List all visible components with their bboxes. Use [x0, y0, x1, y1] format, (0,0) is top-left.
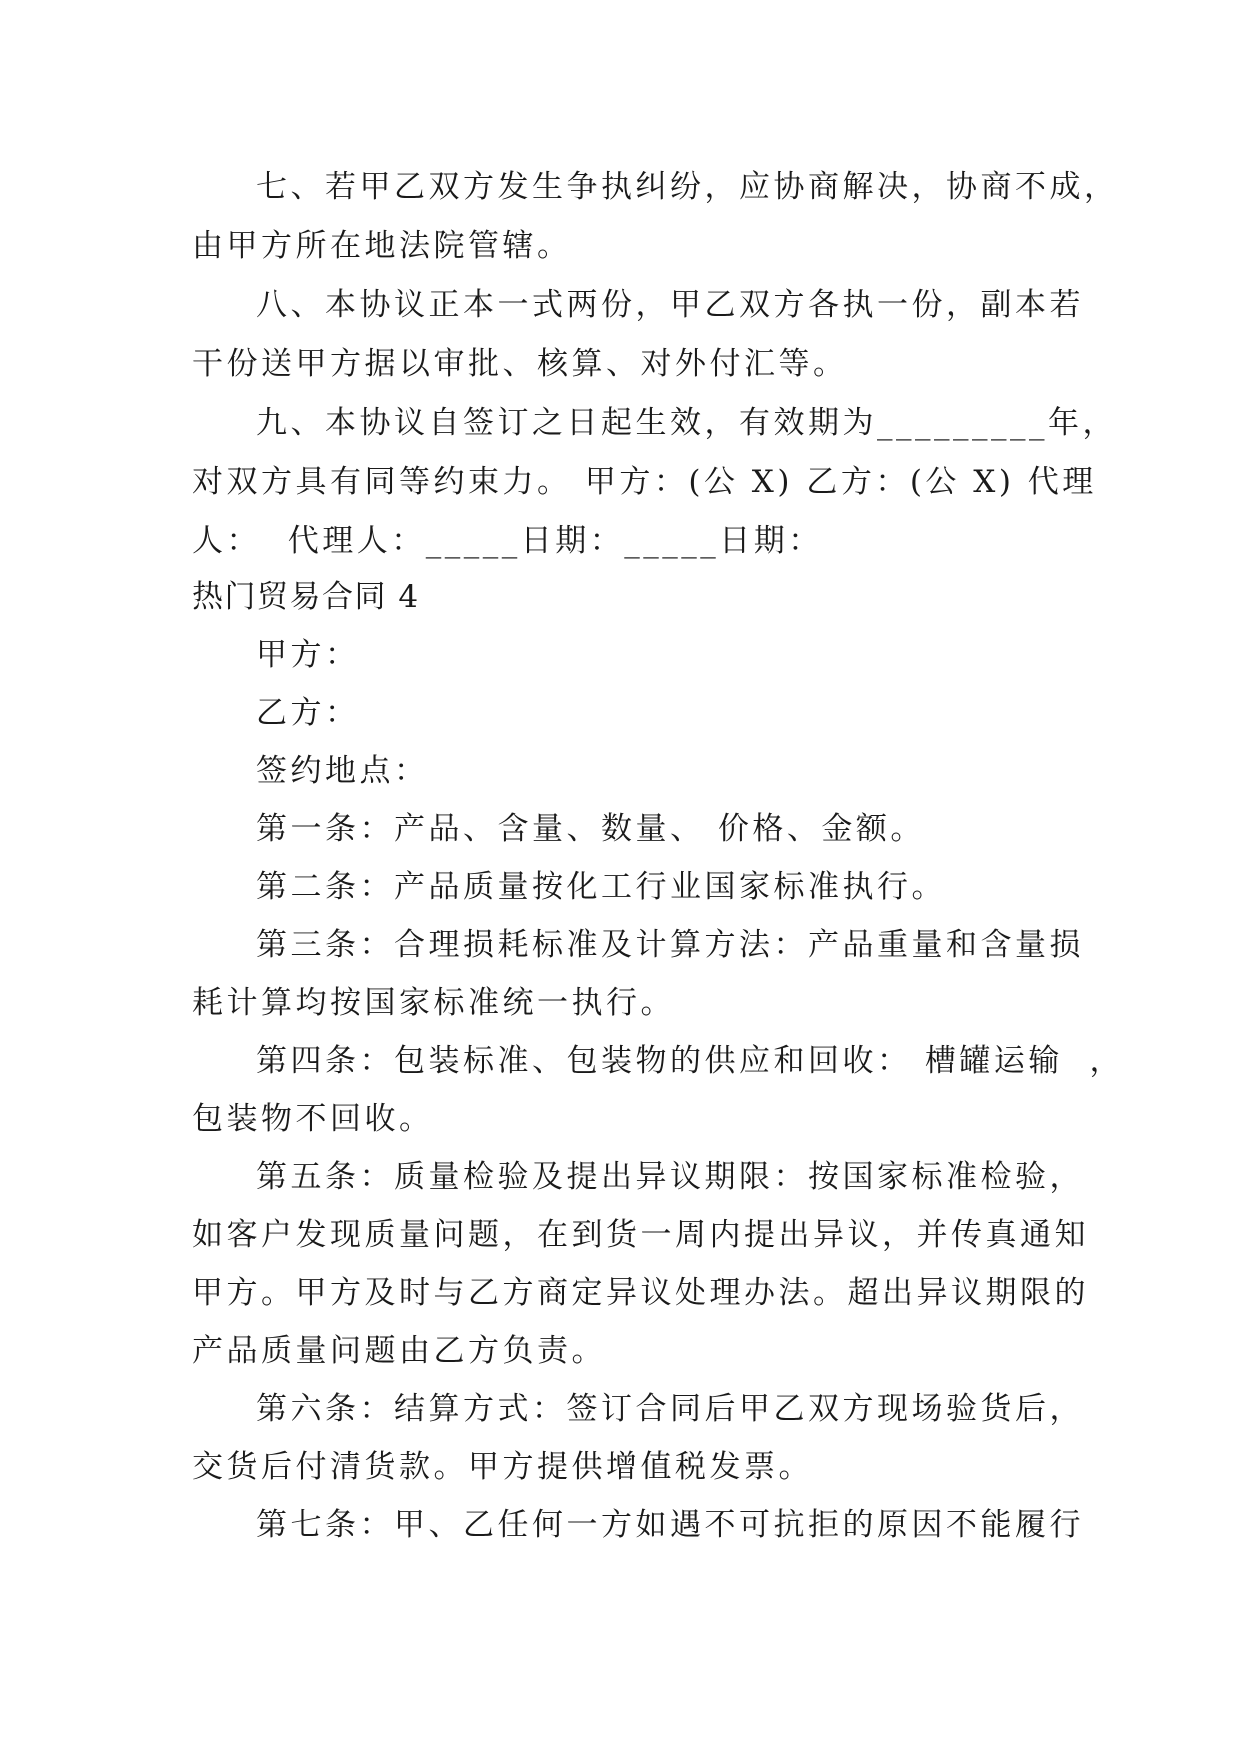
article-5-line-3: 甲方。甲方及时与乙方商定异议处理办法。超出异议期限的 [192, 1275, 1089, 1311]
article-6-line-1: 第六条：结算方式：签订合同后甲乙双方现场验货后， [256, 1391, 1084, 1427]
article-6-line-2: 交货后付清货款。甲方提供增值税发票。 [192, 1449, 813, 1485]
clause-8-line-1: 八、本协议正本一式两份，甲乙双方各执一份，副本若 [256, 287, 1084, 323]
party-a-label: 甲方： [256, 637, 360, 673]
signing-place-label: 签约地点： [256, 753, 429, 789]
article-5-line-2: 如客户发现质量问题，在到货一周内提出异议，并传真通知 [192, 1217, 1089, 1253]
clause-9-line-3: 人： 代理人：_____日期：_____日期： [192, 523, 823, 559]
article-5-line-4: 产品质量问题由乙方负责。 [192, 1333, 606, 1369]
clause-7-line-2: 由甲方所在地法院管辖。 [192, 228, 572, 264]
article-3-line-2: 耗计算均按国家标准统一执行。 [192, 985, 675, 1021]
article-4-line-2: 包装物不回收。 [192, 1101, 434, 1137]
clause-9-line-2: 对双方具有同等约束力。 甲方：(公 X) 乙方：(公 X) 代理 [192, 464, 1097, 500]
party-b-label: 乙方： [256, 695, 360, 731]
clause-9-line-1: 九、本协议自签订之日起生效，有效期为_________年， [256, 405, 1117, 441]
article-1: 第一条：产品、含量、数量、 价格、金额。 [256, 811, 925, 847]
article-2: 第二条：产品质量按化工行业国家标准执行。 [256, 869, 946, 905]
article-3-line-1: 第三条：合理损耗标准及计算方法：产品重量和含量损 [256, 927, 1084, 963]
article-4-line-1: 第四条：包装标准、包装物的供应和回收： 槽罐运输 ， [256, 1043, 1125, 1079]
section-heading: 热门贸易合同 4 [192, 579, 420, 615]
clause-7-line-1: 七、若甲乙双方发生争执纠纷，应协商解决，协商不成， [256, 169, 1119, 205]
article-7-line-1: 第七条：甲、乙任何一方如遇不可抗拒的原因不能履行 [256, 1507, 1084, 1543]
article-5-line-1: 第五条：质量检验及提出异议期限：按国家标准检验， [256, 1159, 1084, 1195]
clause-8-line-2: 干份送甲方据以审批、核算、对外付汇等。 [192, 346, 848, 382]
